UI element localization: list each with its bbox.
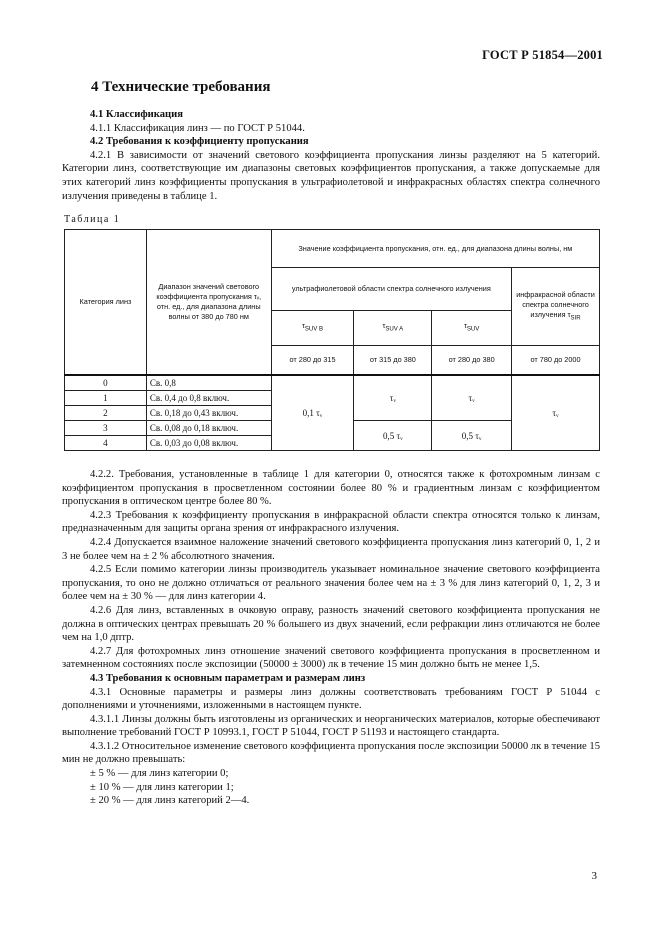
header-uvb (271, 311, 354, 346)
header-uv-total (432, 311, 512, 346)
header-ir-symbol: τ (567, 309, 571, 319)
text-block-bottom (62, 468, 600, 808)
ir-value: τᵥ (512, 375, 600, 451)
list-item: ± 10 % — для линз категории 1; (90, 781, 234, 793)
row-range: Св. 0,4 до 0,8 включ. (146, 391, 271, 406)
uva-value-a: τᵥ (354, 375, 432, 421)
paragraph-4-2-4: 4.2.4 Допускается взаимное наложение значений светового коэффициента пропускания линз категорий 0, 1, 2 и 3 не более чем на ± 2 % абсолютного значения. (62, 536, 600, 562)
row-range: Св. 0,08 до 0,18 включ. (146, 421, 271, 436)
paragraph-4-2-3: 4.2.3 Требования к коэффициенту пропускания в инфракрасной области спектра относятся только к линзам, предназначенным для защиты органа зрения от инфракрасного излучения. (62, 509, 600, 535)
row-category: 4 (65, 436, 147, 451)
range-uva: от 315 до 380 (354, 346, 432, 376)
header-ir-sub: SIR (570, 314, 581, 322)
paragraph-4-2-1: 4.2.1 В зависимости от значений светового коэффициента пропускания линзы разделяют на 5 категорий. Категории линз, соответствующие им диапазоны световых коэффициентов пропускания, а также допускаемые для этих категорий линз коэффициенты пропускания в ультрафиолетовой и инфракрасных областях спектра солнечного излучения приведены в таблице 1. (62, 149, 600, 202)
paragraph-4-2-2: 4.2.2. Требования, установленные в таблице 1 для категории 0, относятся также к фотохромным линзам с коэффициентом пропускания в просветленном состоянии более 80 % и градиентным линзам с коэффициентом пропускания в оптическом центре более 80 %. (62, 469, 600, 508)
paragraph-4-3-1-2: 4.3.1.2 Относительное изменение светового коэффициента пропускания после экспозиции 50000 лк в течение 15 мин не должно превышать: (62, 740, 600, 766)
header-range: Диапазон значений светового коэффициента пропускания τᵥ, отн. ед., для диапазона длины волны от 380 до 780 нм (146, 230, 271, 376)
row-category: 1 (65, 391, 147, 406)
subsection-4-3-title: 4.3 Требования к основным параметрам и размерам линз (90, 672, 366, 684)
uv-value-a: τᵥ (432, 375, 512, 421)
header-ir-text: инфракрасной области спектра солнечного излучения (516, 289, 595, 319)
paragraph-4-3-1-1: 4.3.1.1 Линзы должны быть изготовлены из органических и неорганических материалов, которые обеспечивают выполнение требований ГОСТ Р 10993.1, ГОСТ Р 51044, ГОСТ Р 51193 и настоящего стандарта. (62, 713, 600, 739)
header-uva (354, 311, 432, 346)
header-ir (512, 268, 600, 346)
uvb-value: 0,1 τᵥ (271, 375, 354, 451)
range-ir: от 780 до 2000 (512, 346, 600, 376)
row-category: 3 (65, 421, 147, 436)
uva-symbol: τ (382, 321, 386, 331)
header-category: Категория линз (65, 230, 147, 376)
uvb-sub: SUV B (304, 325, 324, 333)
uv-sub: SUV (466, 325, 480, 333)
table-row (65, 375, 600, 391)
range-uvb: от 280 до 315 (271, 346, 354, 376)
table-caption: Таблица 1 (64, 214, 121, 225)
row-category: 2 (65, 406, 147, 421)
uva-sub: SUV A (385, 325, 404, 333)
range-uv: от 280 до 380 (432, 346, 512, 376)
header-value: Значение коэффициента пропускания, отн. ед., для диапазона длины волны, нм (271, 230, 599, 268)
subsection-4-2-title: 4.2 Требования к коэффициенту пропускания (90, 136, 309, 148)
row-range: Св. 0,03 до 0,08 включ. (146, 436, 271, 451)
uvb-symbol: τ (301, 321, 305, 331)
uv-symbol: τ (463, 321, 467, 331)
paragraph-4-3-1: 4.3.1 Основные параметры и размеры линз должны соответствовать требованиям ГОСТ Р 51044 с дополнениями и уточнениями, изложенными в настоящем пункте. (62, 686, 600, 712)
subsection-4-1-title: 4.1 Классификация (90, 109, 183, 120)
list-item: ± 5 % — для линз категории 0; (90, 768, 229, 780)
paragraph-4-1-1: 4.1.1 Классификация линз — по ГОСТ Р 51044. (90, 122, 305, 134)
row-category: 0 (65, 375, 147, 391)
header-uv: ультрафиолетовой области спектра солнечного излучения (271, 268, 511, 311)
row-range: Св. 0,18 до 0,43 включ. (146, 406, 271, 421)
paragraph-4-2-7: 4.2.7 Для фотохромных линз отношение значений светового коэффициента пропускания в просветленном и затемненном состояниях после экспозиции (50000 ± 3000) лк в течение 15 мин должно быть не менее 1,5. (62, 645, 600, 671)
paragraph-4-2-6: 4.2.6 Для линз, вставленных в очковую оправу, разность значений светового коэффициента пропускания не должна в оптических центрах превышать 20 % большего из двух значений, если рефракции линз отличаются не более чем на 1,0 дптр. (62, 604, 600, 644)
uva-value-b: 0,5 τᵥ (354, 421, 432, 451)
page-number: 3 (591, 870, 597, 882)
transmission-table (64, 229, 600, 451)
list-item: ± 20 % — для линз категорий 2—4. (90, 795, 250, 807)
paragraph-4-2-5: 4.2.5 Если помимо категории линзы производитель указывает номинальное значение светового коэффициента пропускания, то оно не должно отличаться от реального значения более чем на ± 3 % для линз категорий 0, 1, 2, 3 и более чем на ± 30 % — для линз категории 4. (62, 564, 600, 603)
text-block-top (62, 108, 600, 203)
document-header: ГОСТ Р 51854—2001 (482, 48, 603, 62)
row-range: Св. 0,8 (146, 375, 271, 391)
section-title: 4 Технические требования (91, 79, 271, 95)
uv-value-b: 0,5 τᵥ (432, 421, 512, 451)
